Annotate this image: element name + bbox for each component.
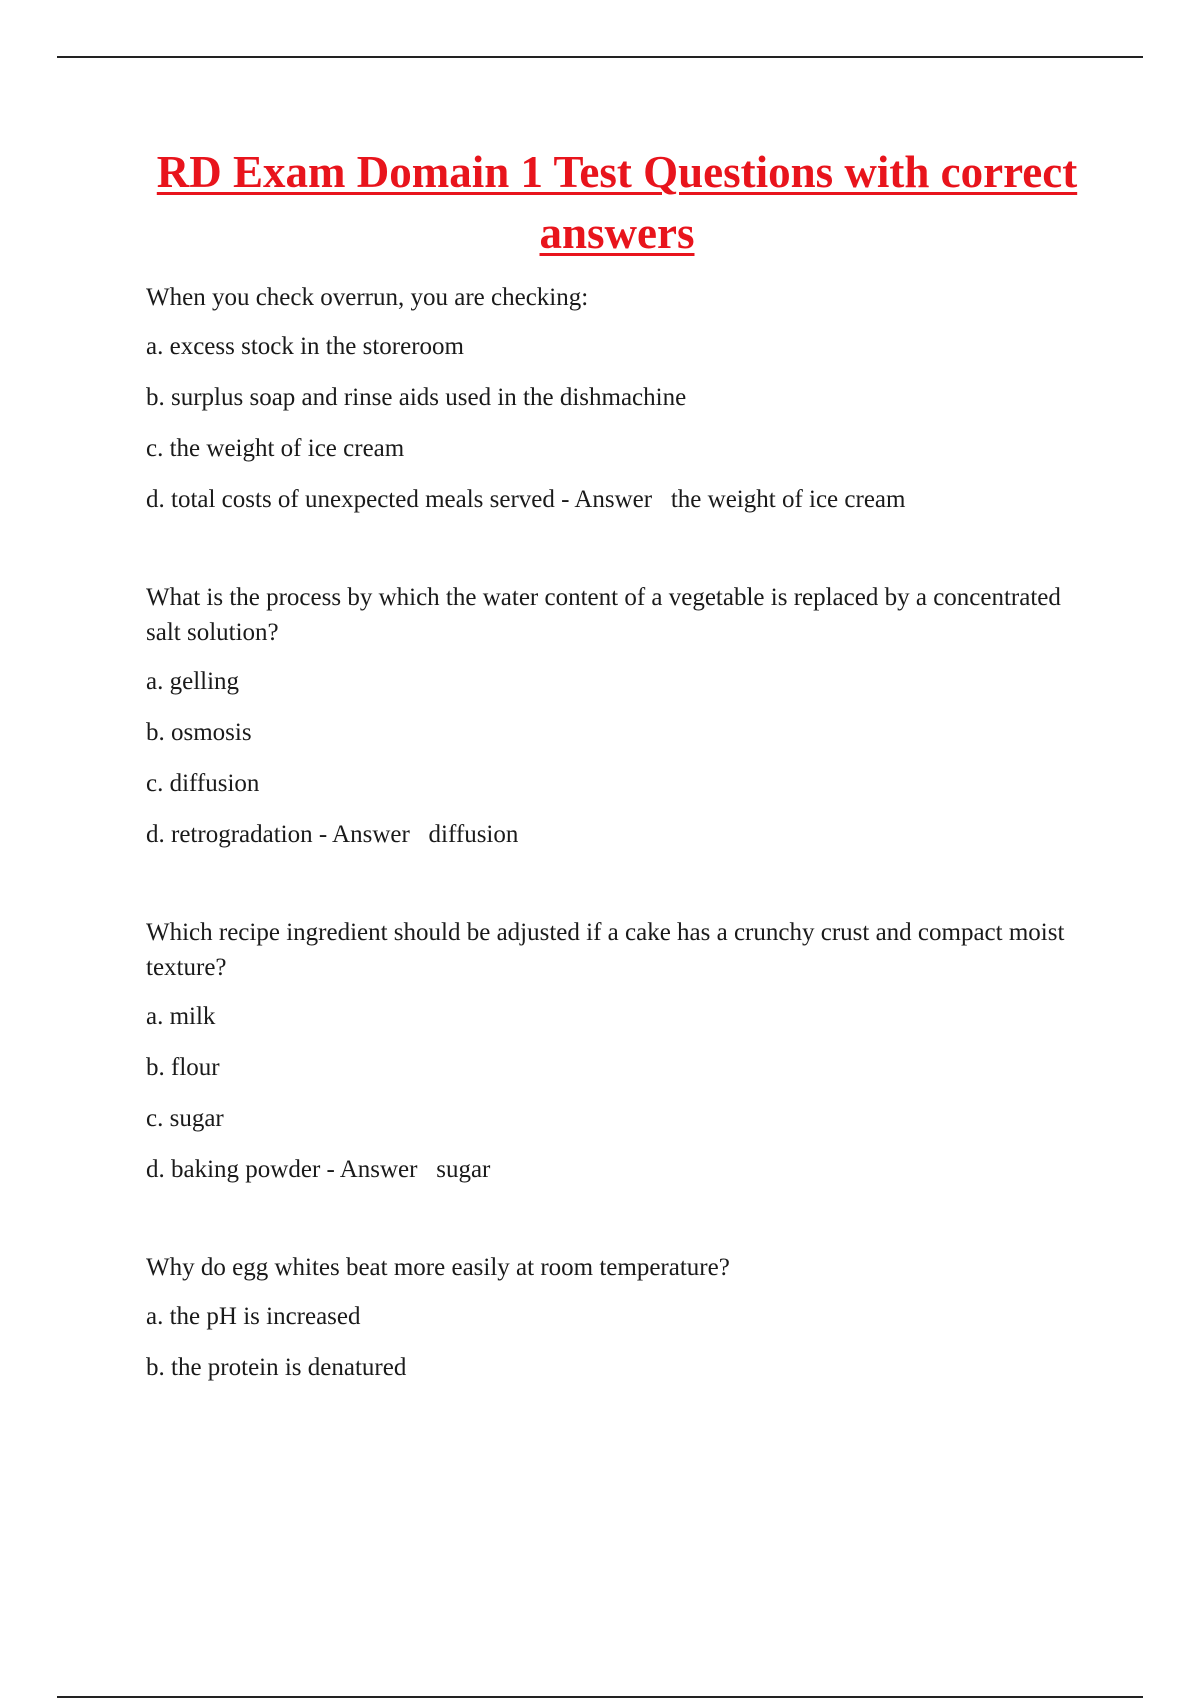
- answer-option: b. osmosis: [146, 719, 252, 746]
- answer-option: a. the pH is increased: [146, 1303, 361, 1330]
- answer-option: b. the protein is denatured: [146, 1354, 407, 1381]
- answer-option: c. sugar: [146, 1105, 224, 1132]
- question-text: When you check overrun, you are checking:: [146, 284, 589, 311]
- answer-option: b. flour: [146, 1054, 220, 1081]
- answer-option: c. diffusion: [146, 770, 260, 797]
- question-block: [146, 280, 1066, 517]
- question-text: Which recipe ingredient should be adjusted if a cake has a crunchy crust and compact moist texture?: [146, 919, 1065, 981]
- document-title: RD Exam Domain 1 Test Questions with correct answers: [156, 147, 1078, 258]
- question-list: [146, 280, 1066, 1448]
- answer-option: a. excess stock in the storeroom: [146, 333, 464, 360]
- header-rule: [57, 56, 1143, 58]
- question-block: [146, 1250, 1066, 1385]
- answer-option: a. milk: [146, 1003, 216, 1030]
- question-text: What is the process by which the water content of a vegetable is replaced by a concentrated salt solution?: [146, 584, 1061, 646]
- answer-option: d. baking powder - Answer sugar: [146, 1156, 491, 1183]
- question-block: [146, 580, 1066, 852]
- question-block: [146, 915, 1066, 1187]
- footer-rule: [57, 1696, 1143, 1698]
- answer-option: d. total costs of unexpected meals served - Answer the weight of ice cream: [146, 486, 906, 513]
- answer-option: b. surplus soap and rinse aids used in the dishmachine: [146, 384, 687, 411]
- answer-option: d. retrogradation - Answer diffusion: [146, 821, 519, 848]
- question-text: Why do egg whites beat more easily at room temperature?: [146, 1254, 730, 1281]
- answer-option: a. gelling: [146, 668, 240, 695]
- answer-option: c. the weight of ice cream: [146, 435, 405, 462]
